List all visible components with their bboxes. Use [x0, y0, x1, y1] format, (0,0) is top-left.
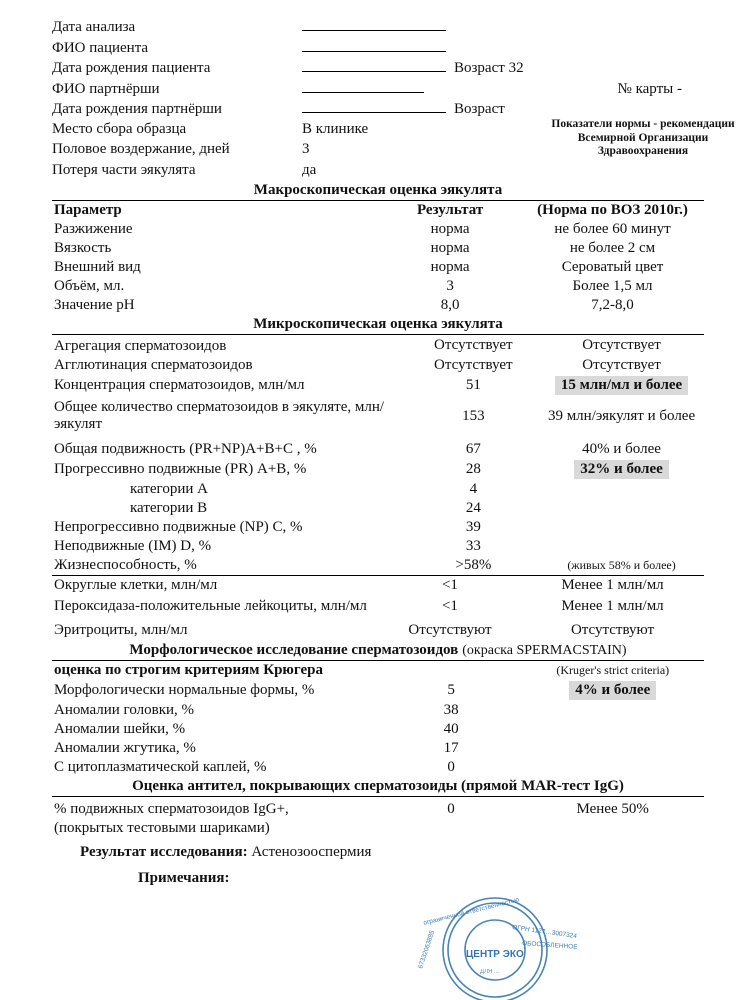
- notes-label: Примечания:: [138, 870, 230, 886]
- micro-result-peroxidase-leukocytes: <1: [441, 598, 458, 614]
- micro-norm-category-b: [539, 499, 704, 518]
- micro-norm-aggregation: Отсутствует: [582, 337, 661, 353]
- macro-table: [52, 201, 704, 315]
- morph-norm-normal-forms: 4% и более: [569, 681, 656, 700]
- mar-result-igg-motile: 0: [447, 801, 455, 817]
- morph-section-stain: (окраска SPERMACSTAIN): [462, 643, 627, 658]
- morph-section-title: Морфологическое исследование сперматозоидов: [129, 642, 459, 658]
- macro-param-liquefaction: Разжижение: [54, 221, 133, 237]
- mar-result-beads: [381, 819, 522, 838]
- field-patient-name[interactable]: [302, 37, 446, 52]
- micro-norm-concentration: 15 млн/мл и более: [555, 376, 688, 395]
- morph-param-cytoplasmic-droplet: С цитоплазматической каплей, %: [54, 759, 267, 775]
- macro-param-volume: Объём, мл.: [54, 278, 125, 294]
- morph-param-head-anomalies: Аномалии головки, %: [54, 702, 195, 718]
- mar-table: [52, 797, 704, 838]
- mar-param-igg-motile: % подвижных сперматозоидов IgG+,: [54, 801, 289, 817]
- micro-param-total-count: Общее количество сперматозоидов в эякуляте, млн/эякулят: [54, 399, 385, 432]
- label-card-number: № карты -: [617, 80, 682, 97]
- conclusion-label: Результат исследования:: [80, 844, 248, 860]
- macro-header-result: Результат: [416, 202, 484, 218]
- mar-norm-igg-motile: Менее 50%: [576, 801, 649, 817]
- table-row: [52, 797, 704, 819]
- macro-param-ph: Значение рН: [54, 297, 135, 313]
- conclusion-value: Астенозооспермия: [251, 844, 372, 860]
- micro-norm-round-cells: Менее 1 млн/мл: [561, 577, 664, 593]
- macro-param-appearance: Внешний вид: [54, 259, 141, 275]
- kruger-header-row: [52, 661, 704, 680]
- macro-norm-liquefaction: не более 60 минут: [554, 221, 671, 237]
- macro-result-appearance: норма: [430, 259, 470, 275]
- micro-norm-progressive: 32% и более: [574, 460, 668, 479]
- morphology-table: [52, 661, 704, 777]
- micro-table-2: [52, 576, 704, 640]
- macro-norm-ph: 7,2-8,0: [591, 297, 634, 313]
- morph-norm-neck-anomalies: [522, 720, 705, 739]
- micro-param-agglutination: Агглютинация сперматозоидов: [54, 357, 253, 373]
- micro-norm-concentration-cell: [539, 375, 704, 396]
- field-partner-name[interactable]: [302, 78, 424, 93]
- table-row: [52, 480, 704, 499]
- table-row: [52, 576, 704, 595]
- partner-age-group: [454, 99, 704, 120]
- micro-table: [52, 335, 704, 575]
- micro-result-concentration: 51: [465, 377, 481, 393]
- morph-norm-cytoplasmic-droplet: [522, 758, 705, 777]
- patient-row-birthdate: [52, 57, 704, 78]
- morph-param-neck-anomalies: Аномалии шейки, %: [54, 721, 186, 737]
- micro-section-title: Микроскопическая оценка эякулята: [253, 316, 503, 332]
- table-row: [52, 720, 704, 739]
- micro-result-nonprogressive: 39: [465, 519, 481, 535]
- micro-param-aggregation: Агрегация сперматозоидов: [54, 338, 227, 354]
- table-row: [52, 499, 704, 518]
- micro-result-progressive: 28: [465, 461, 481, 477]
- macro-param-viscosity: Вязкость: [54, 240, 112, 256]
- patient-row-partner-birthdate: [52, 98, 704, 119]
- micro-norm-progressive-cell: [539, 459, 704, 480]
- micro-norm-immotile: [539, 537, 704, 556]
- micro-result-category-a: 4: [469, 481, 478, 497]
- label-analysis-date: Дата анализа: [52, 19, 136, 35]
- micro-norm-peroxidase-leukocytes: Менее 1 млн/мл: [561, 598, 664, 614]
- table-row: [52, 556, 704, 575]
- micro-param-total-motility: Общая подвижность (PR+NP)A+B+C , %: [54, 441, 317, 457]
- official-stamp: [400, 895, 600, 1000]
- mar-section-title: Оценка антител, покрывающих сперматозоиды (прямой MAR-тест IgG): [132, 778, 624, 794]
- svg-text:67332063885: 67332063885: [417, 929, 437, 970]
- patient-row-analysis-date: [52, 16, 704, 37]
- micro-result-aggregation: Отсутствует: [434, 337, 513, 353]
- micro-norm-vitality: (живых 58% и более): [567, 558, 676, 572]
- micro-norm-agglutination: Отсутствует: [582, 357, 661, 373]
- micro-param-category-a: категории A: [130, 481, 208, 497]
- macro-result-volume: 3: [446, 278, 454, 294]
- micro-norm-category-a: [539, 480, 704, 499]
- macro-header-param: Параметр: [54, 202, 122, 218]
- label-patient-age: Возраст: [454, 60, 505, 76]
- field-partner-birthdate[interactable]: [302, 98, 446, 113]
- micro-param-peroxidase-leukocytes: Пероксидаза-положительные лейкоциты, млн/мл: [54, 598, 367, 614]
- kruger-title-en: (Kruger's strict criteria): [556, 663, 670, 677]
- micro-param-progressive: Прогрессивно подвижные (PR) A+B, %: [54, 461, 307, 477]
- macro-table-header: [52, 201, 704, 220]
- macro-norm-appearance: Сероватый цвет: [561, 259, 664, 275]
- micro-result-erythrocytes: Отсутствуют: [408, 622, 492, 638]
- table-row: [52, 436, 704, 459]
- morph-result-head-anomalies: 38: [443, 702, 459, 718]
- mar-norm-beads: [521, 819, 704, 838]
- macro-result-viscosity: норма: [430, 240, 470, 256]
- table-row: [52, 258, 704, 277]
- table-row: [52, 356, 704, 375]
- value-patient-age: 32: [508, 60, 524, 76]
- macro-section-title: Макроскопическая оценка эякулята: [253, 182, 503, 198]
- svg-text:ОГРН 1127…3007324: ОГРН 1127…3007324: [511, 924, 578, 941]
- micro-param-round-cells: Округлые клетки, млн/мл: [54, 577, 218, 593]
- micro-param-erythrocytes: Эритроциты, млн/мл: [54, 622, 188, 638]
- patient-age-group: [454, 58, 704, 79]
- micro-norm-total-motility: 40% и более: [582, 441, 661, 457]
- patient-row-partner-name: [52, 78, 704, 99]
- value-abstinence-days: 3: [302, 141, 310, 157]
- field-patient-birthdate[interactable]: [302, 57, 446, 72]
- micro-param-category-b: категории B: [130, 500, 208, 516]
- who-reference-note: Показатели нормы - рекомендации Всемирной Организации Здравоохранения: [551, 118, 735, 157]
- svg-text:ДЛЯ ...: ДЛЯ ...: [480, 969, 500, 975]
- conclusion-row: [52, 838, 704, 861]
- morph-result-tail-anomalies: 17: [443, 740, 459, 756]
- morph-result-neck-anomalies: 40: [443, 721, 459, 737]
- micro-param-immotile: Неподвижные (IM) D, %: [54, 538, 212, 554]
- micro-result-total-motility: 67: [465, 441, 481, 457]
- micro-result-round-cells: <1: [441, 577, 458, 593]
- page-header-strip: [52, 4, 704, 16]
- morph-norm-normal-forms-cell: [522, 680, 705, 701]
- micro-param-concentration: Концентрация сперматозоидов, млн/мл: [54, 377, 305, 393]
- macro-result-ph: 8,0: [440, 297, 460, 313]
- macro-header-norm: (Норма по ВОЗ 2010г.): [537, 202, 688, 218]
- svg-text:ОБОСОБЛЕННОЕ: ОБОСОБЛЕННОЕ: [521, 940, 578, 951]
- table-row: [52, 680, 704, 701]
- label-collection-place: Место сбора образца: [52, 120, 187, 137]
- micro-result-category-b: 24: [465, 500, 481, 516]
- svg-text:ограниченной ответственностью: ограниченной ответственностью: [422, 896, 520, 927]
- table-row: [52, 595, 704, 618]
- morph-norm-head-anomalies: [522, 701, 705, 720]
- morph-result-cytoplasmic-droplet: 0: [447, 759, 455, 775]
- micro-norm-total-count: 39 млн/эякулят и более: [547, 407, 696, 424]
- micro-result-total-count: 153: [462, 407, 485, 424]
- table-row: [52, 701, 704, 720]
- table-row: [52, 375, 704, 396]
- micro-norm-erythrocytes: Отсутствуют: [570, 622, 655, 638]
- table-row: [52, 537, 704, 556]
- label-patient-birthdate: Дата рождения пациента: [52, 60, 211, 76]
- label-abstinence-days: Половое воздержание, дней: [52, 141, 230, 157]
- micro-result-agglutination: Отсутствует: [434, 357, 513, 373]
- table-row: [52, 335, 704, 356]
- field-analysis-date[interactable]: [302, 16, 446, 31]
- morph-param-normal-forms: Морфологически нормальные формы, %: [54, 682, 315, 698]
- value-collection-place: В клинике: [302, 120, 369, 137]
- value-sample-loss: да: [302, 161, 317, 178]
- table-row: [52, 296, 704, 315]
- table-row: [52, 739, 704, 758]
- macro-norm-volume: Более 1,5 мл: [572, 278, 653, 294]
- label-sample-loss: Потеря части эякулята: [52, 161, 196, 178]
- micro-param-vitality: Жизнеспособность, %: [54, 557, 197, 573]
- micro-norm-nonprogressive: [539, 518, 704, 537]
- label-patient-name: ФИО пациента: [52, 39, 149, 56]
- table-row: [52, 618, 704, 640]
- table-row: [52, 518, 704, 537]
- table-row: [52, 277, 704, 296]
- label-partner-name: ФИО партнёрши: [52, 80, 160, 97]
- table-row: [52, 819, 704, 838]
- table-row: [52, 396, 704, 436]
- table-row: [52, 459, 704, 480]
- micro-param-nonprogressive: Непрогрессивно подвижные (NP) C, %: [54, 519, 303, 535]
- macro-norm-viscosity: не более 2 см: [569, 240, 656, 256]
- kruger-title: оценка по строгим критериям Крюгера: [54, 662, 323, 678]
- mar-param-beads: (покрытых тестовыми шариками): [54, 820, 270, 836]
- svg-text:ЦЕНТР ЭКО: ЦЕНТР ЭКО: [466, 949, 524, 960]
- morph-result-normal-forms: 5: [447, 682, 455, 698]
- morph-param-tail-anomalies: Аномалии жгутика, %: [54, 740, 196, 756]
- micro-result-immotile: 33: [465, 538, 481, 554]
- table-row: [52, 220, 704, 239]
- label-partner-age: Возраст: [454, 101, 505, 117]
- table-row: [52, 758, 704, 777]
- label-partner-birthdate: Дата рождения партнёрши: [52, 101, 222, 117]
- patient-row-sample-loss: [52, 160, 704, 181]
- morph-section-title-row: [52, 640, 704, 660]
- morph-norm-tail-anomalies: [522, 739, 705, 758]
- table-row: [52, 239, 704, 258]
- micro-result-vitality: >58%: [455, 557, 492, 573]
- macro-result-liquefaction: норма: [430, 221, 470, 237]
- patient-row-name: [52, 37, 704, 58]
